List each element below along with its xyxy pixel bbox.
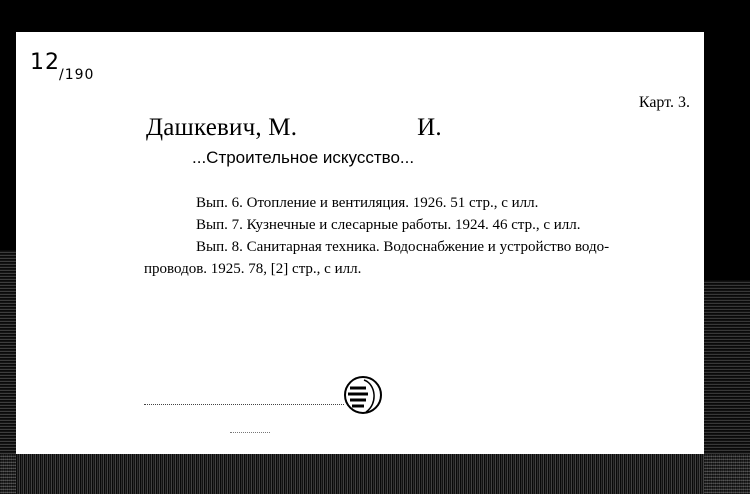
volume-entry: Вып. 7. Кузнечные и слесарные работы. 1924. 46 стр., с илл. [196, 217, 581, 233]
card-number [30, 50, 95, 83]
volume-list [144, 192, 704, 280]
library-stamp-icon [342, 374, 384, 416]
catalog-card [16, 32, 704, 454]
card-index: Карт. 3. [638, 94, 690, 111]
scan-edge-noise-left [0, 250, 16, 494]
volume-entry: Вып. 8. Санитарная техника. Водоснабжение и устройство водо- [196, 239, 610, 255]
volume-entry: Вып. 6. Отопление и вентиляция. 1926. 51 стр., с илл. [196, 195, 539, 211]
author-initial: И. [417, 114, 442, 141]
scan-edge-noise-right [704, 280, 750, 494]
author-heading [146, 114, 442, 142]
faded-stamp-line [230, 432, 270, 435]
card-number-sub: /190 [59, 67, 95, 83]
scan-edge-noise [0, 454, 750, 494]
book-title: ...Строительное искусство... [192, 148, 415, 167]
card-number-main: 12 [30, 50, 60, 75]
faded-stamp-line [144, 404, 344, 411]
author-name: Дашкевич, М. [146, 114, 298, 141]
volume-entry-continuation: проводов. 1925. 78, [2] стр., с илл. [144, 261, 362, 277]
